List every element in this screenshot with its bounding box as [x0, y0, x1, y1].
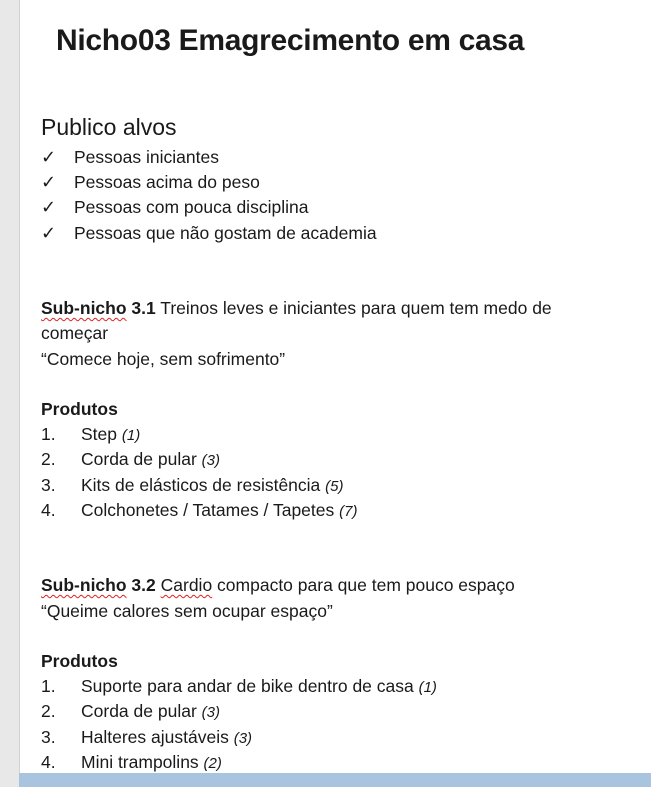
- subniche-1-produtos-heading: Produtos: [41, 399, 118, 419]
- subniche-2-description: compacto para que tem pouco espaço: [212, 575, 515, 595]
- check-icon: ✓: [41, 223, 57, 243]
- checklist-item-label: Pessoas iniciantes: [74, 147, 219, 167]
- subniche-1-number: 3.1: [126, 298, 156, 318]
- product-name: Corda de pular: [81, 701, 202, 721]
- publico-heading: Publico alvos: [41, 114, 177, 140]
- product-name: Corda de pular: [81, 449, 202, 469]
- checklist-item-label: Pessoas acima do peso: [74, 172, 260, 192]
- product-qty: (3): [201, 704, 220, 721]
- subniche-2-slogan: “Queime calores sem ocupar espaço”: [41, 601, 333, 621]
- check-icon: ✓: [41, 172, 57, 192]
- subniche-1-header: [41, 297, 552, 319]
- checklist-item-label: Pessoas com pouca disciplina: [74, 197, 309, 217]
- horizontal-scrollbar[interactable]: [19, 773, 651, 787]
- product-qty: (1): [121, 427, 141, 444]
- subniche-2-cardio: Cardio: [160, 575, 213, 595]
- subniche-2-header: [41, 574, 515, 596]
- left-page-margin: [0, 0, 20, 787]
- subniche-1-slogan: “Comece hoje, sem sofrimento”: [41, 349, 286, 369]
- product-number: 2.: [41, 701, 56, 721]
- product-name: Colchonetes / Tatames / Tapetes: [81, 500, 340, 520]
- product-name: Kits de elásticos de resistência: [81, 475, 326, 495]
- product-name: Suporte para andar de bike dentro de casa: [81, 676, 419, 696]
- product-qty: (3): [233, 730, 253, 747]
- product-number: 3.: [41, 475, 56, 495]
- subniche-2-label: Sub-nicho: [41, 575, 127, 595]
- product-number: 2.: [41, 449, 56, 469]
- product-qty: (5): [325, 478, 344, 495]
- product-name: Mini trampolins: [81, 752, 204, 772]
- product-number: 1.: [41, 676, 56, 696]
- subniche-1-description: Treinos leves e iniciantes para quem tem medo de: [155, 298, 552, 318]
- checklist-item-label: Pessoas que não gostam de academia: [74, 223, 377, 243]
- subniche-1-description-cont: começar: [41, 323, 109, 343]
- product-number: 3.: [41, 727, 56, 747]
- subniche-2-produtos-heading: Produtos: [41, 651, 118, 671]
- product-name: Halteres ajustáveis: [81, 727, 234, 747]
- product-number: 4.: [41, 500, 56, 520]
- subniche-2-number: 3.2: [126, 575, 156, 595]
- product-number: 1.: [41, 424, 56, 444]
- subniche-1-label: Sub-nicho: [41, 298, 127, 318]
- product-qty: (7): [339, 503, 358, 520]
- product-qty: (1): [418, 679, 437, 696]
- product-qty: (3): [201, 452, 220, 469]
- check-icon: ✓: [41, 197, 57, 217]
- check-icon: ✓: [41, 147, 57, 167]
- product-qty: (2): [203, 755, 222, 772]
- product-name: Step: [81, 424, 122, 444]
- product-number: 4.: [41, 752, 56, 772]
- document-title: Nicho03 Emagrecimento em casa: [56, 24, 525, 57]
